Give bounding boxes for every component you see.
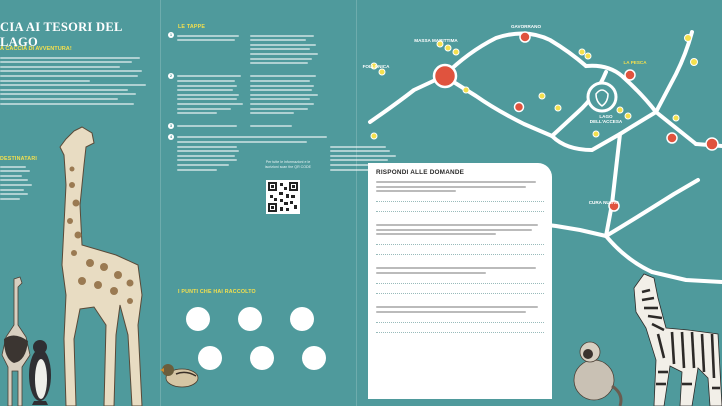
quiz-card [368, 163, 552, 399]
intro-text-lines [0, 54, 150, 107]
zebra-illustration [628, 268, 722, 406]
right-panel [356, 0, 722, 406]
answer-line[interactable] [376, 278, 544, 284]
question-4 [368, 306, 552, 313]
question-2 [368, 224, 552, 235]
gavorrano-label: GAVORRANO [510, 24, 542, 29]
stamp-slot[interactable] [302, 346, 326, 370]
question-3 [368, 267, 552, 274]
left-panel [0, 0, 160, 406]
answer-line[interactable] [376, 239, 544, 245]
points-heading: I PUNTI CHE HAI RACCOLTO [178, 289, 256, 295]
recipients-heading: DESTINATARI [0, 156, 38, 162]
penguin-illustration [26, 335, 54, 406]
answer-line[interactable] [376, 206, 544, 212]
question-1 [368, 181, 552, 192]
middle-panel [160, 0, 356, 406]
answer-line[interactable] [376, 288, 544, 294]
stages-heading: LE TAPPE [178, 24, 206, 30]
answer-line[interactable] [376, 317, 544, 323]
lago-accesa-label: LAGO DELL'ACCESA [589, 114, 623, 125]
monkey-illustration [564, 336, 624, 406]
section-subtitle: A CACCIA DI AVVENTURA! [0, 46, 72, 52]
quiz-title: RISPONDI ALLE DOMANDE [376, 169, 465, 176]
massa-marittima-label: MASSA MARITTIMA [414, 38, 458, 43]
answer-line[interactable] [376, 249, 544, 255]
stamp-slot[interactable] [250, 346, 274, 370]
qr-code[interactable] [266, 180, 300, 214]
page-title: CIA AI TESORI DEL LAGO [0, 20, 122, 49]
follonica-label: FOLLONICA [362, 64, 390, 69]
answer-line[interactable] [376, 327, 544, 333]
cura-nuova-label: CURA NUOVA [588, 200, 620, 205]
qr-caption: Per tutte le informazioni e le iscrizioni scan the QR CODE [264, 160, 312, 169]
stamp-slot[interactable] [290, 307, 314, 331]
stages-list: 1 2 3 4 [168, 32, 348, 176]
duck-illustration [156, 360, 202, 390]
stamp-slot[interactable] [186, 307, 210, 331]
la-pesca-label: LA PESCA [623, 60, 647, 65]
answer-line[interactable] [376, 196, 544, 202]
stamp-slot[interactable] [238, 307, 262, 331]
